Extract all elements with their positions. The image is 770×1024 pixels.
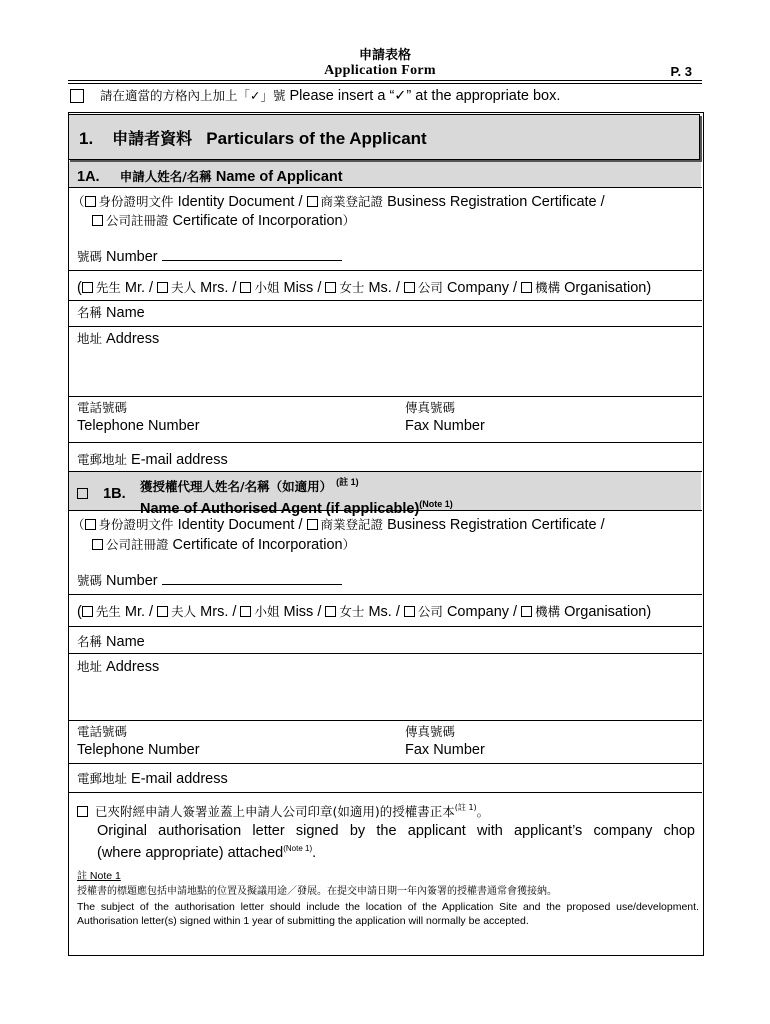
- title-option-zh: 女士: [339, 604, 365, 619]
- business-registration-zh: 商業登記證: [320, 517, 384, 532]
- title-option-en: Mr.: [124, 280, 146, 296]
- title-option-zh: 小姐: [254, 604, 280, 619]
- paren-close: ）: [342, 537, 356, 552]
- title-option-checkbox[interactable]: [325, 282, 336, 293]
- section-number: 1.: [79, 129, 94, 148]
- title-option-en: Organisation: [564, 280, 647, 296]
- title-option-en: Mr.: [124, 604, 146, 620]
- title-option-zh: 夫人: [171, 280, 197, 295]
- subsection-1b-note-zh: (註 1): [336, 477, 359, 487]
- paren-close: ）: [342, 213, 356, 228]
- agent-fax-field[interactable]: [405, 723, 485, 759]
- title-option-checkbox[interactable]: [82, 282, 93, 293]
- title-option-en: Company: [446, 280, 510, 296]
- title-option-checkbox[interactable]: [521, 606, 532, 617]
- title-option-checkbox[interactable]: [521, 282, 532, 293]
- title-option-en: Mrs.: [200, 604, 229, 620]
- authorised-agent-checkbox[interactable]: [77, 488, 88, 499]
- title-option-en: Ms.: [368, 280, 392, 296]
- title-option-zh: 女士: [339, 280, 365, 295]
- instruction-en: Please insert a “✓” at the appropriate box.: [289, 88, 561, 104]
- subsection-1a-title: [77, 167, 343, 185]
- identity-document-zh: 身份證明文件: [98, 194, 174, 209]
- fax-label-zh: 傳真號碼: [405, 724, 456, 739]
- title-option-en: Ms.: [368, 604, 392, 620]
- identity-document-en: Identity Document /: [177, 194, 303, 210]
- business-registration-en: Business Registration Certificate /: [387, 517, 605, 533]
- fax-label-en: Fax Number: [405, 418, 485, 434]
- instruction: [100, 86, 560, 104]
- form-title-zh: 申請表格: [358, 48, 411, 63]
- telephone-label-zh: 電話號碼: [77, 400, 128, 415]
- section-1-header: [68, 114, 700, 160]
- subsection-1a-title-zh: 申請人姓名/名稱: [119, 169, 212, 184]
- subsection-1b-title-zh: 獲授權代理人姓名/名稱（如適用）: [140, 478, 333, 494]
- agent-document-line-1: [72, 515, 605, 533]
- certificate-incorporation-zh: 公司註冊證: [106, 537, 169, 552]
- title-option-checkbox[interactable]: [240, 282, 251, 293]
- form-title-en: Application Form: [324, 63, 436, 78]
- subsection-1a-number: 1A.: [77, 169, 100, 185]
- number-underline: [162, 248, 342, 261]
- name-label-zh: 名稱: [77, 305, 103, 320]
- agent-certificate-incorporation-checkbox[interactable]: [92, 539, 103, 550]
- telephone-label-zh: 電話號碼: [77, 724, 128, 739]
- agent-telephone-field[interactable]: [77, 723, 200, 759]
- number-label-en: Number: [106, 573, 158, 589]
- agent-email-field[interactable]: [77, 769, 228, 787]
- title-option-zh: 機構: [535, 280, 561, 295]
- title-option-checkbox[interactable]: [404, 282, 415, 293]
- authorisation-note-zh: (註 1): [454, 803, 477, 813]
- subsection-1b-title-en: Name of Authorised Agent (if applicable): [140, 500, 420, 517]
- applicant-address-field[interactable]: [77, 329, 159, 347]
- agent-address-field[interactable]: [77, 657, 159, 675]
- applicant-fax-field[interactable]: [405, 399, 485, 435]
- section-title-zh: 申請者資料: [112, 129, 193, 148]
- applicant-document-line-1: [72, 192, 605, 210]
- subsection-1b-checkbox-and-number: [77, 486, 126, 502]
- applicant-title-options: ( 先生 Mr. / 夫人 Mrs. / 小姐 Miss / 女士 Ms. / 公司 Company / 機構 Organisation): [77, 280, 652, 296]
- certificate-incorporation-en: Certificate of Incorporation: [172, 213, 343, 229]
- title-option-checkbox[interactable]: [325, 606, 336, 617]
- email-label-zh: 電郵地址: [77, 452, 128, 467]
- applicant-number-field[interactable]: [77, 247, 342, 265]
- title-option-zh: 公司: [417, 604, 443, 619]
- business-registration-checkbox[interactable]: [307, 196, 318, 207]
- email-label-zh: 電郵地址: [77, 771, 128, 786]
- paren-open: （: [72, 194, 85, 209]
- note-heading-zh: 註: [77, 871, 87, 882]
- note-heading-en: Note 1: [89, 870, 121, 882]
- subsection-1a-title-en: Name of Applicant: [215, 169, 343, 185]
- title-option-zh: 小姐: [254, 280, 280, 295]
- title-option-zh: 先生: [95, 280, 121, 295]
- header-rule-bottom: [68, 83, 702, 84]
- legend-checkbox: [70, 89, 84, 103]
- applicant-email-field[interactable]: [77, 450, 228, 468]
- telephone-label-en: Telephone Number: [77, 742, 200, 758]
- title-option-en: Organisation: [564, 604, 647, 620]
- title-option-zh: 先生: [95, 604, 121, 619]
- authorisation-letter-checkbox[interactable]: [77, 806, 88, 817]
- authorisation-letter-line-zh: [77, 802, 489, 820]
- number-underline: [162, 572, 342, 585]
- authorisation-note-en: (Note 1): [283, 844, 313, 853]
- email-label-en: E-mail address: [131, 452, 228, 468]
- title-option-checkbox[interactable]: [404, 606, 415, 617]
- header-rule-top: [68, 80, 702, 81]
- certificate-incorporation-zh: 公司註冊證: [106, 213, 169, 228]
- agent-name-field[interactable]: [77, 632, 145, 650]
- applicant-document-line-2: [92, 211, 355, 229]
- title-option-checkbox[interactable]: [157, 282, 168, 293]
- subsection-1b-title: [140, 474, 453, 518]
- title-option-en: Miss: [283, 280, 314, 296]
- identity-document-checkbox[interactable]: [85, 196, 96, 207]
- authorisation-zh-end: 。: [476, 804, 490, 819]
- subsection-1b-note-en: (Note 1): [419, 498, 453, 509]
- authorisation-en-line-2: (where appropriate) attached: [97, 844, 284, 861]
- title-option-zh: 夫人: [171, 604, 197, 619]
- certificate-incorporation-checkbox[interactable]: [92, 215, 103, 226]
- title-option-zh: 機構: [535, 604, 561, 619]
- note-1-text-zh: 授權書的標題應包括申請地點的位置及擬議用途／發展。在提交申請日期一年內簽署的授權書通常會獲接納。: [77, 886, 557, 897]
- number-label-zh: 號碼: [77, 249, 103, 264]
- name-label-zh: 名稱: [77, 634, 103, 649]
- name-label-en: Name: [106, 305, 145, 321]
- identity-document-en: Identity Document /: [177, 517, 303, 533]
- agent-title-options: ( 先生 Mr. / 夫人 Mrs. / 小姐 Miss / 女士 Ms. / 公司 Company / 機構 Organisation): [77, 604, 652, 620]
- subsection-1b-number: 1B.: [103, 486, 126, 502]
- instruction-zh: 請在適當的方格內上加上「✓」號: [100, 88, 286, 103]
- applicant-name-field[interactable]: [77, 303, 145, 321]
- agent-document-line-2: [92, 535, 355, 553]
- page-number: P. 3: [670, 64, 692, 79]
- paren-open: （: [72, 517, 85, 532]
- authorisation-en-end: .: [312, 844, 317, 861]
- email-label-en: E-mail address: [131, 771, 228, 787]
- title-option-checkbox[interactable]: [82, 606, 93, 617]
- number-label-zh: 號碼: [77, 573, 103, 588]
- agent-number-field[interactable]: [77, 571, 342, 589]
- business-registration-zh: 商業登記證: [320, 194, 384, 209]
- identity-document-zh: 身份證明文件: [98, 517, 174, 532]
- address-label-zh: 地址: [77, 659, 103, 674]
- number-label-en: Number: [106, 249, 158, 265]
- agent-identity-document-checkbox[interactable]: [85, 519, 96, 530]
- note-1-heading: [77, 870, 699, 884]
- title-option-en: Company: [446, 604, 510, 620]
- title-option-zh: 公司: [417, 280, 443, 295]
- authorisation-zh: 已夾附經申請人簽署並蓋上申請人公司印章(如適用)的授權書正本: [95, 804, 455, 819]
- authorisation-en-line-1: Original authorisation letter signed by the applicant with applicant’s company chop: [97, 823, 695, 839]
- telephone-label-en: Telephone Number: [77, 418, 200, 434]
- title-option-checkbox[interactable]: [157, 606, 168, 617]
- title-option-en: Miss: [283, 604, 314, 620]
- address-label-zh: 地址: [77, 331, 103, 346]
- applicant-telephone-field[interactable]: [77, 399, 200, 435]
- note-1-text-en: The subject of the authorisation letter should include the location of the Application Site and the proposed use/development. Authorisation letter(s) signed within 1 year of submitting the application will normally be accepted.: [77, 901, 699, 927]
- address-label-en: Address: [106, 331, 160, 347]
- agent-business-registration-checkbox[interactable]: [307, 519, 318, 530]
- address-label-en: Address: [106, 659, 160, 675]
- title-option-en: Mrs.: [200, 280, 229, 296]
- authorisation-letter-en: [97, 822, 695, 862]
- fax-label-en: Fax Number: [405, 742, 485, 758]
- business-registration-en: Business Registration Certificate /: [387, 194, 605, 210]
- section-title-en: Particulars of the Applicant: [206, 129, 427, 148]
- title-option-checkbox[interactable]: [240, 606, 251, 617]
- name-label-en: Name: [106, 634, 145, 650]
- certificate-incorporation-en: Certificate of Incorporation: [172, 537, 343, 553]
- fax-label-zh: 傳真號碼: [405, 400, 456, 415]
